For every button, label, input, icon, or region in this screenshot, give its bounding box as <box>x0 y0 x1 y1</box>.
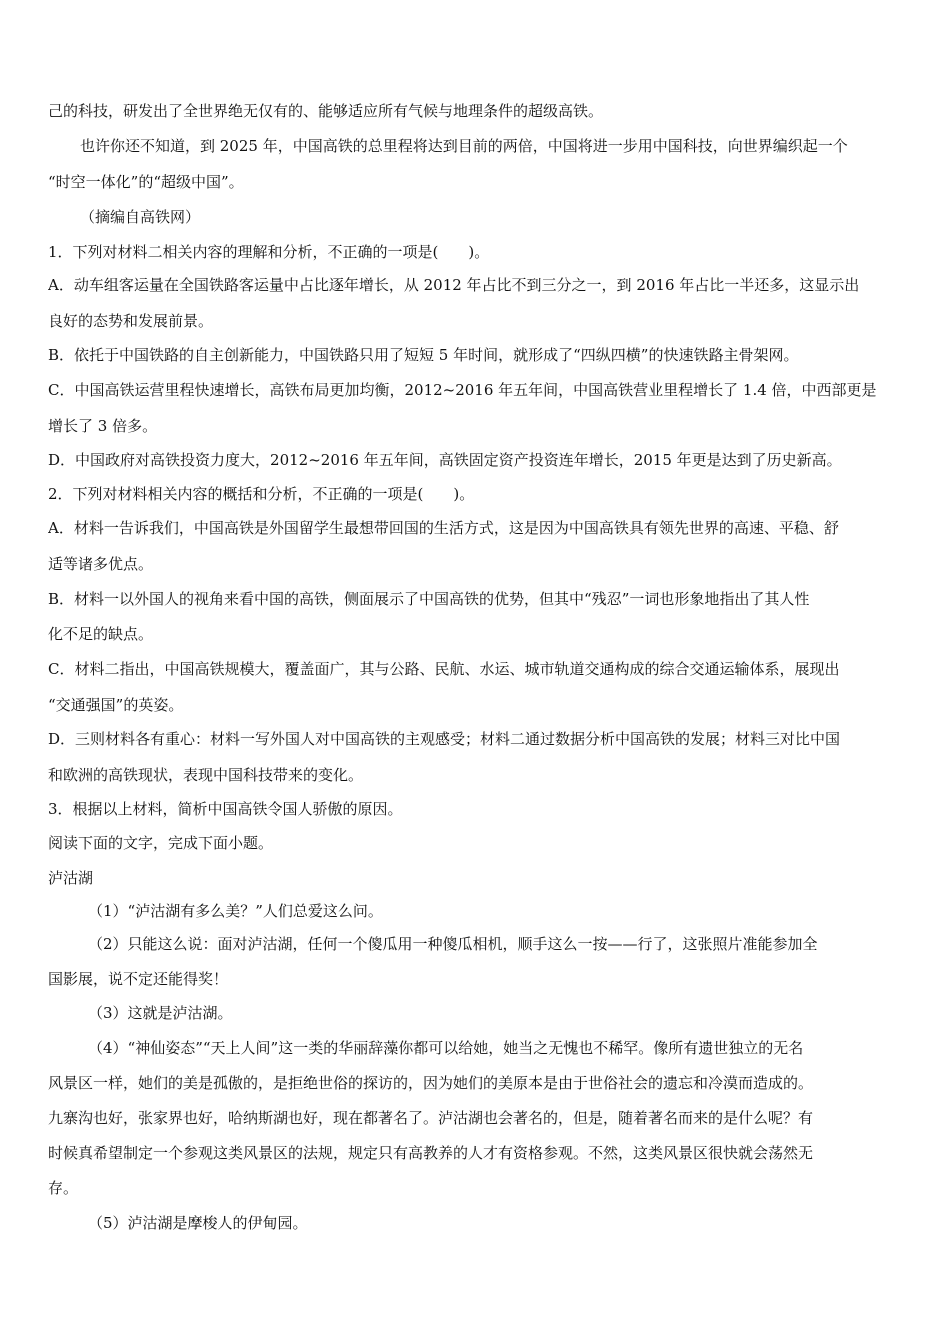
question-2-option-c-cont: “交通强国”的英姿。 <box>48 696 184 714</box>
question-1-option-a-cont: 良好的态势和发展前景。 <box>48 312 214 330</box>
question-1-option-c-cont: 增长了 3 倍多。 <box>48 417 158 435</box>
reading-paragraph-4-line3: 九寨沟也好，张家界也好，哈纳斯湖也好，现在都著名了。泸沽湖也会著名的，但是，随着著名而来的是什么呢？有 <box>48 1109 814 1127</box>
question-2-option-d-cont: 和欧洲的高铁现状，表现中国科技带来的变化。 <box>48 766 364 784</box>
reading-paragraph-4-line5: 存。 <box>48 1179 79 1197</box>
material-tail-paragraph-line1: 也许你还不知道，到 2025 年，中国高铁的总里程将达到目前的两倍，中国将进一步用中国科技，向世界编织起一个 <box>80 137 848 155</box>
reading-paragraph-1: （1）“泸沽湖有多么美？”人们总爱这么问。 <box>88 902 383 920</box>
reading-paragraph-2-line2: 国影展，说不定还能得奖！ <box>48 970 229 988</box>
question-3-stem: 3．根据以上材料，简析中国高铁令国人骄傲的原因。 <box>48 800 403 818</box>
material-tail-paragraph-line2: “时空一体化”的“超级中国”。 <box>48 173 244 191</box>
question-1-option-b: B．依托于中国铁路的自主创新能力，中国铁路只用了短短 5 年时间，就形成了“四纵四横”的快速铁路主骨架网。 <box>48 346 799 364</box>
reading-instruction: 阅读下面的文字，完成下面小题。 <box>48 834 274 852</box>
question-2-option-a: A．材料一告诉我们，中国高铁是外国留学生最想带回国的生活方式，这是因为中国高铁具有领先世界的高速、平稳、舒 <box>48 519 839 537</box>
question-2-option-c: C．材料二指出，中国高铁规模大，覆盖面广，其与公路、民航、水运、城市轨道交通构成的综合交通运输体系，展现出 <box>48 660 840 678</box>
reading-paragraph-3: （3）这就是泸沽湖。 <box>88 1004 233 1022</box>
reading-paragraph-4-line1: （4）“神仙姿态”“天上人间”这一类的华丽辞藻你都可以给她，她当之无愧也不稀罕。像所有遗世独立的无名 <box>88 1039 804 1057</box>
reading-paragraph-5: （5）泸沽湖是摩梭人的伊甸园。 <box>88 1214 308 1232</box>
question-1-option-d: D．中国政府对高铁投资力度大，2012~2016 年五年间，高铁固定资产投资连年增长，2015 年更是达到了历史新高。 <box>48 451 842 469</box>
reading-paragraph-4-line4: 时候真希望制定一个参观这类风景区的法规，规定只有高教养的人才有资格参观。不然，这类风景区很快就会荡然无 <box>48 1144 814 1162</box>
material-source: （摘编自高铁网） <box>80 208 201 226</box>
question-1-option-a: A．动车组客运量在全国铁路客运量中占比逐年增长，从 2012 年占比不到三分之一，到 2016 年占比一半还多，这显示出 <box>48 276 860 294</box>
material-tail-line: 己的科技，研发出了全世界绝无仅有的、能够适应所有气候与地理条件的超级高铁。 <box>48 102 604 120</box>
question-1-option-c: C．中国高铁运营里程快速增长，高铁布局更加均衡，2012~2016 年五年间，中国高铁营业里程增长了 1.4 倍，中西部更是 <box>48 381 877 399</box>
question-2-option-d: D．三则材料各有重心：材料一写外国人对中国高铁的主观感受；材料二通过数据分析中国高铁的发展；材料三对比中国 <box>48 730 841 748</box>
reading-paragraph-4-line2: 风景区一样，她们的美是孤傲的，是拒绝世俗的探访的，因为她们的美原本是由于世俗社会的遗忘和冷漠而造成的。 <box>48 1074 814 1092</box>
reading-paragraph-2-line1: （2）只能这么说：面对泸沽湖，任何一个傻瓜用一种傻瓜相机，顺手这么一按——行了，这张照片准能参加全 <box>88 935 818 953</box>
question-2-stem: 2．下列对材料相关内容的概括和分析，不正确的一项是( )。 <box>48 485 475 503</box>
question-1-stem: 1．下列对材料二相关内容的理解和分析，不正确的一项是( )。 <box>48 243 490 261</box>
question-2-option-a-cont: 适等诸多优点。 <box>48 555 154 573</box>
question-2-option-b: B．材料一以外国人的视角来看中国的高铁，侧面展示了中国高铁的优势，但其中“残忍”一词也形象地指出了其人性 <box>48 590 810 608</box>
reading-title: 泸沽湖 <box>48 869 94 887</box>
question-2-option-b-cont: 化不足的缺点。 <box>48 625 154 643</box>
